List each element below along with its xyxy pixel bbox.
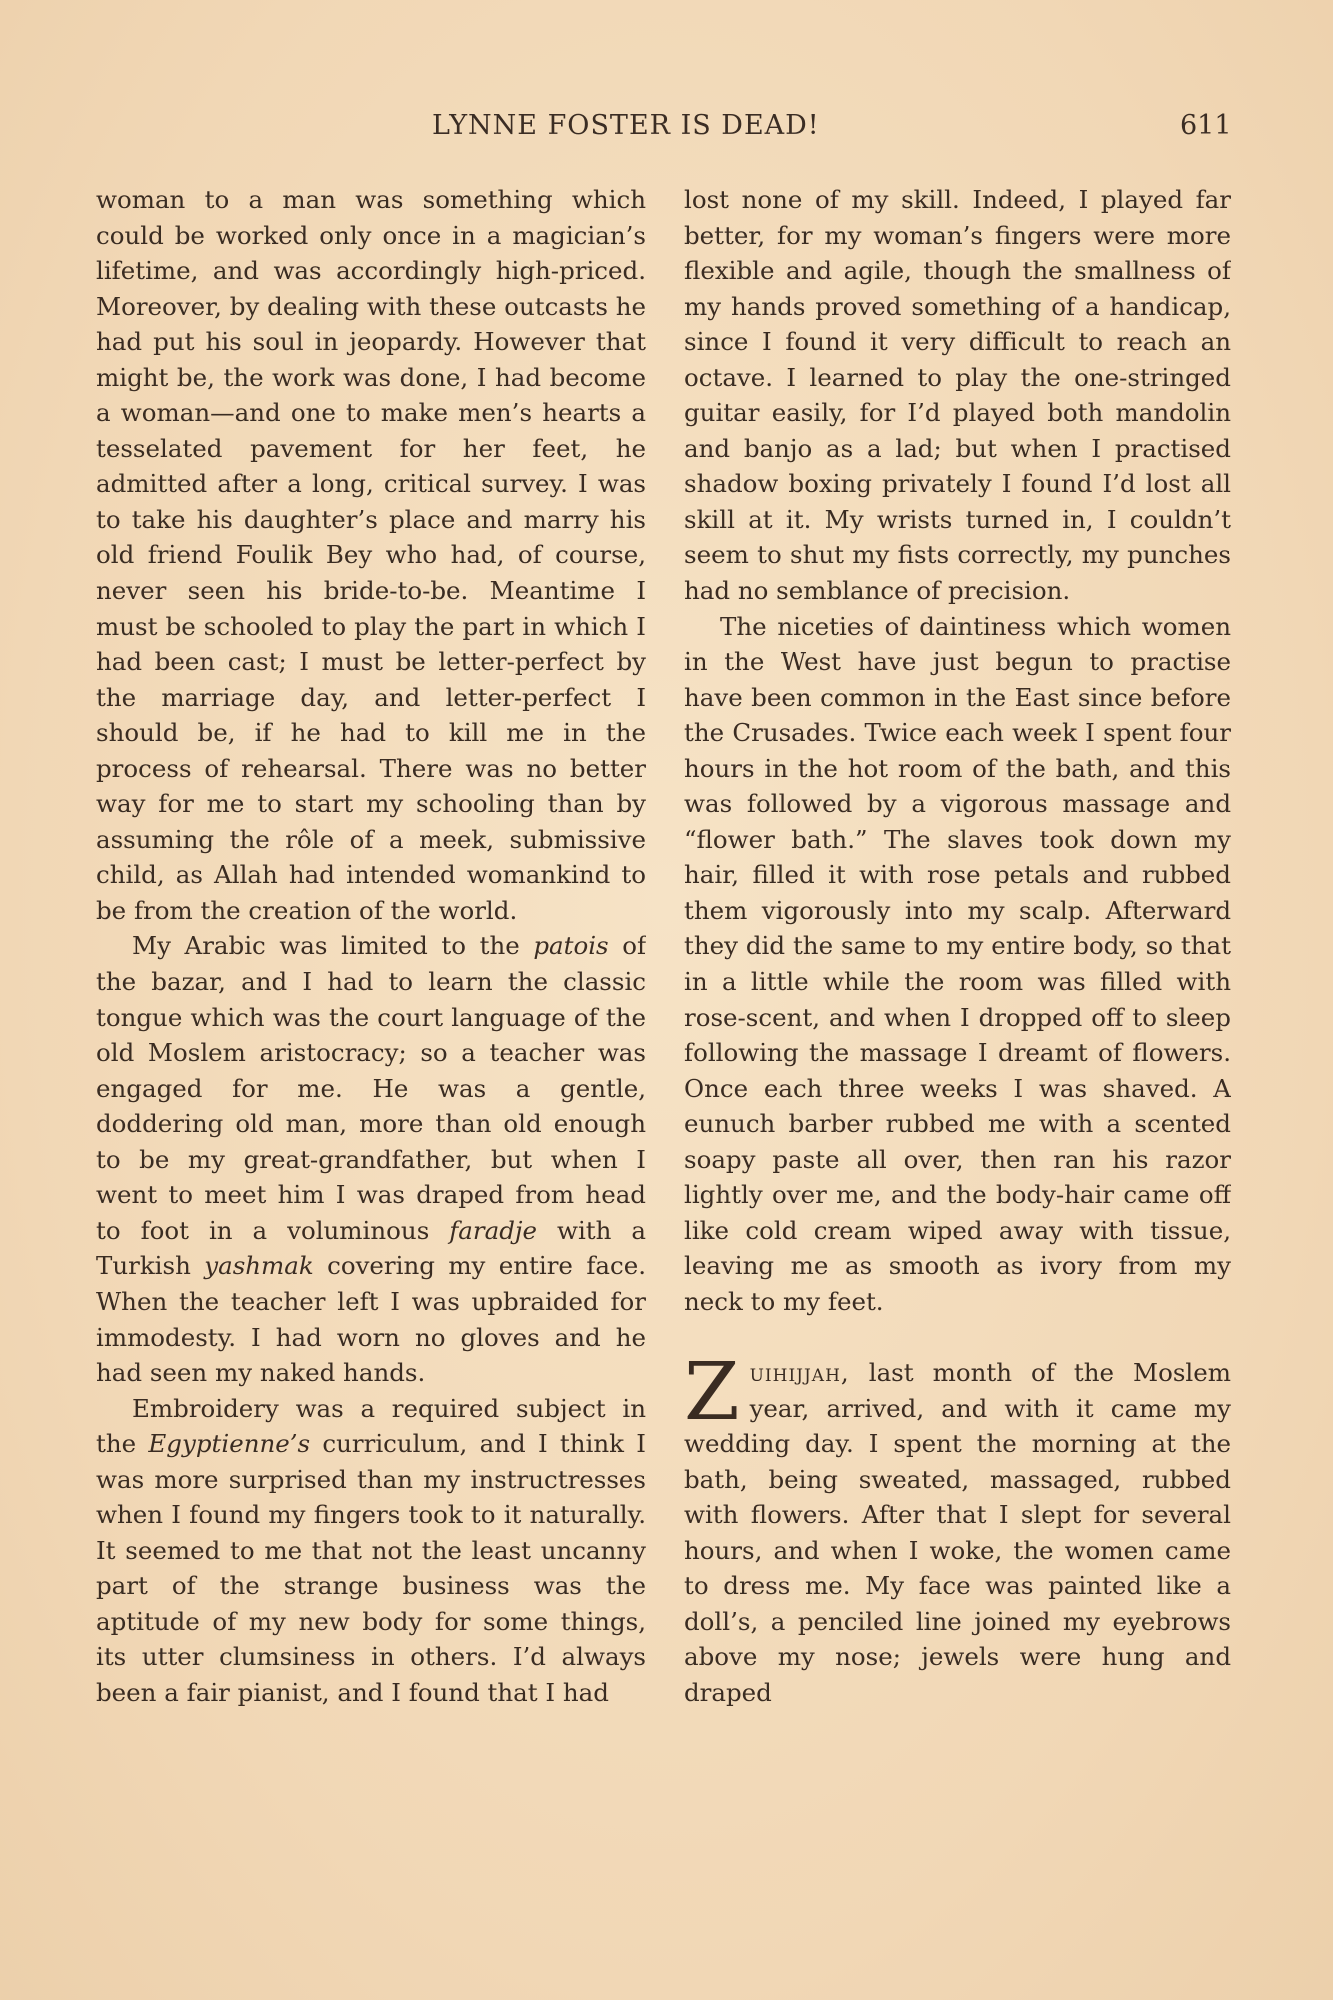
- paragraph-text: last month of the Moslem year, arrived, and with it came my wedding day. I spent the morning at the bath, being sweated, massaged, rubbed with flowers. After that I slept for several hours, and when I woke, the women came to dress me. My face was painted like a doll’s, a penciled line joined my eyebrows above my nose; jewels were hung and draped: [684, 1358, 1231, 1707]
- paragraph-text: woman to a man was something which could be worked only once in a magician’s lifetime, and was accordingly high-priced. Moreover, by dealing with these outcasts he had put his soul in jeopardy. However that might be, the work was done, I had become a woman—and one to make men’s hearts a tesselated pavement for her feet, he admitted after a long, critical survey. I was to take his daughter’s place and marry his old friend Foulik Bey who had, of course, never seen his bride-to-be. Meantime I must be schooled to play the part in which I had been cast; I must be letter-perfect by the marriage day, and letter-perfect I should be, if he had to kill me in the process of rehearsal. There was no better way for me to start my schooling than by assuming the rôle of a meek, submissive child, as Allah had intended womankind to be from the creation of the world.: [96, 185, 646, 925]
- italic-term: faradje: [449, 1215, 538, 1245]
- running-title: LYNNE FOSTER IS DEAD!: [432, 110, 820, 141]
- paragraph: [96, 928, 646, 1390]
- paragraph-text: with a Turkish: [96, 1215, 646, 1281]
- paragraph-text: covering my entire face. When the teacher left I was upbraided for immodesty. I had worn no gloves and he had seen my naked hands.: [96, 1251, 646, 1388]
- paragraph: [96, 1391, 646, 1711]
- paragraph-text: curriculum, and I think I was more surprised than my instructresses when I found my fingers took to it naturally. It seemed to me that not the least uncanny part of the strange business was the aptitude of my new body for some things, its utter clumsiness in others. I’d always been a fair pianist, and I found that I had: [96, 1429, 646, 1707]
- section-opening-paragraph: [684, 1345, 1231, 1710]
- page-header: [0, 110, 1333, 150]
- paragraph: [684, 609, 1231, 1320]
- page-number: 611: [1180, 110, 1232, 141]
- italic-term: Egyptienne’s: [148, 1429, 311, 1459]
- paragraph-text: lost none of my skill. Indeed, I played far better, for my woman’s fingers were more flexible and agile, though the smallness of my hands proved something of a handicap, since I found it very difficult to reach an octave. I learned to play the one-stringed guitar easily, for I’d played both mandolin and banjo as a lad; but when I practised shadow boxing privately I found I’d lost all skill at it. My wrists turned in, I couldn’t seem to shut my fists correctly, my punches had no semblance of precision.: [684, 185, 1231, 606]
- paragraph-text: My Arabic was limited to the: [132, 931, 534, 961]
- paragraph: [96, 182, 646, 928]
- paragraph-text: The niceties of daintiness which women in the West have just begun to practise have been common in the East since before the Crusades. Twice each week I spent four hours in the hot room of the bath, and this was followed by a vigorous massage and “flower bath.” The slaves took down my hair, filled it with rose petals and rubbed them vigorously into my scalp. Afterward they did the same to my entire body, so that in a little while the room was filled with rose-scent, and when I dropped off to sleep following the massage I dreamt of flowers. Once each three weeks I was shaved. A eunuch barber rubbed me with a scented soapy paste all over, then ran his razor lightly over me, and the body-hair came off like cold cream wiped away with tissue, leaving me as smooth as ivory from my neck to my feet.: [684, 611, 1231, 1316]
- italic-term: patois: [533, 931, 609, 961]
- paragraph: [684, 182, 1231, 609]
- small-caps-word: uihijjah,: [749, 1358, 850, 1388]
- paragraph-text: Embroidery was a required subject in the: [96, 1393, 646, 1459]
- section-break: [684, 1320, 1231, 1356]
- paragraph-text: of the bazar, and I had to learn the classic tongue which was the court language of the old Moslem aristocracy; so a teacher was engaged for me. He was a gentle, doddering old man, more than old enough to be my great-grandfather, but when I went to meet him I was draped from head to foot in a voluminous: [96, 931, 646, 1245]
- left-column: [96, 182, 646, 1867]
- italic-term: yashmak: [204, 1251, 314, 1281]
- drop-cap: Z: [684, 1345, 740, 1439]
- right-column: [684, 182, 1231, 1867]
